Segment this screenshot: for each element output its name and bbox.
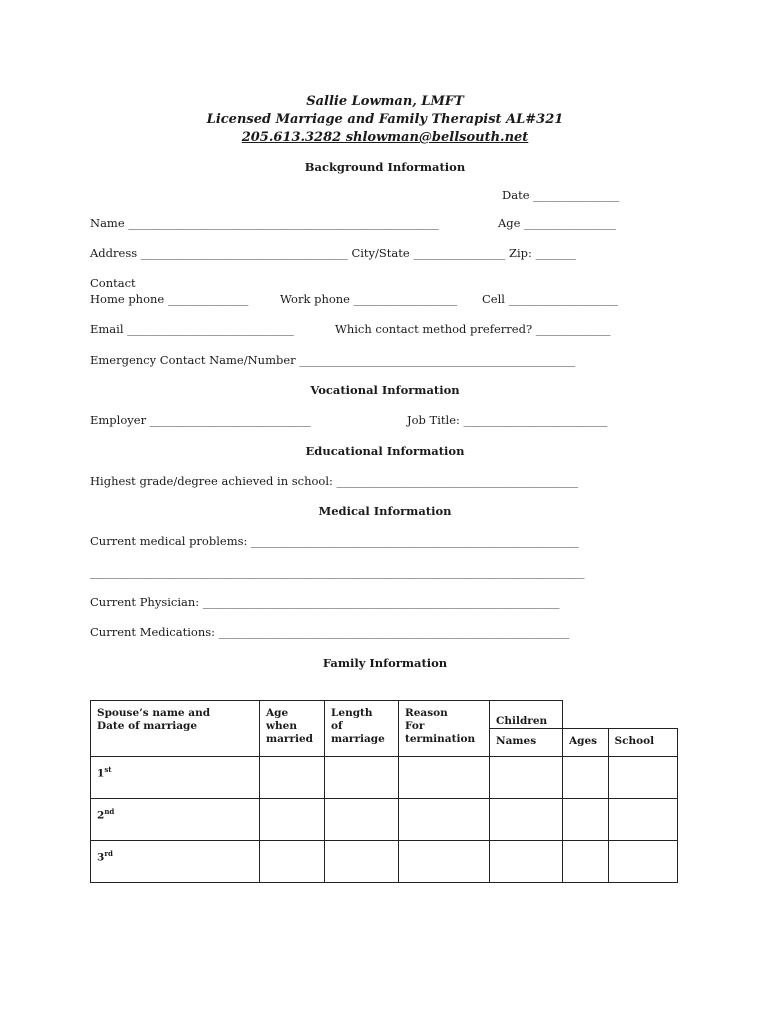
header-child-ages: Ages xyxy=(563,729,609,757)
therapist-title: Licensed Marriage and Family Therapist AL#321 xyxy=(206,112,564,127)
highest-grade-field[interactable]: Highest grade/degree achieved in school: __________________________________________ xyxy=(90,474,579,488)
age-field[interactable]: Age ________________ xyxy=(498,216,617,230)
cell-length[interactable] xyxy=(325,841,399,883)
cell-child-school[interactable] xyxy=(608,841,677,883)
date-field[interactable]: Date _______________ xyxy=(502,188,620,202)
header-length-marriage: Length of marriage xyxy=(325,701,399,757)
therapist-contact: 205.613.3282 shlowman@bellsouth.net xyxy=(241,130,529,145)
cell-length[interactable] xyxy=(325,799,399,841)
cell-age[interactable] xyxy=(260,841,325,883)
work-phone-field[interactable]: Work phone __________________ xyxy=(280,292,458,306)
cell-child-names[interactable] xyxy=(490,757,563,799)
medical-problems-field[interactable]: Current medical problems: _________________________________________________________ xyxy=(90,534,579,548)
physician-field[interactable]: Current Physician: ______________________________________________________________ xyxy=(90,595,560,609)
medical-problems-continuation[interactable]: ______________________________________________________________________________________ xyxy=(90,565,585,579)
section-background: Background Information xyxy=(304,160,466,174)
table-row xyxy=(91,757,678,799)
cell-reason[interactable] xyxy=(399,757,490,799)
header-spouse: Spouse’s name and Date of marriage xyxy=(91,701,260,757)
medications-field[interactable]: Current Medications: _____________________________________________________________ xyxy=(90,625,570,639)
section-educational: Educational Information xyxy=(305,444,465,458)
row-label-1st[interactable]: 1st xyxy=(91,757,260,799)
row-label-3rd[interactable]: 3rd xyxy=(91,841,260,883)
therapist-name: Sallie Lowman, LMFT xyxy=(306,94,464,109)
family-table xyxy=(90,700,678,883)
cell-reason[interactable] xyxy=(399,799,490,841)
job-title-field[interactable]: Job Title: _________________________ xyxy=(407,413,608,427)
name-field[interactable]: Name ______________________________________________________ xyxy=(90,216,439,230)
cell-child-names[interactable] xyxy=(490,841,563,883)
section-family: Family Information xyxy=(322,656,448,670)
cell-reason[interactable] xyxy=(399,841,490,883)
header-child-names: Names xyxy=(490,729,563,757)
home-phone-field[interactable]: Home phone ______________ xyxy=(90,292,249,306)
header-age-married: Age when married xyxy=(260,701,325,757)
cell-child-names[interactable] xyxy=(490,799,563,841)
contact-method-field[interactable]: Which contact method preferred? _____________ xyxy=(335,322,611,336)
header-children: Children xyxy=(490,701,563,729)
table-row xyxy=(91,799,678,841)
table-row xyxy=(91,841,678,883)
employer-field[interactable]: Employer ____________________________ xyxy=(90,413,311,427)
cell-child-ages[interactable] xyxy=(563,757,609,799)
cell-child-ages[interactable] xyxy=(563,799,609,841)
row-label-2nd[interactable]: 2nd xyxy=(91,799,260,841)
header-reason-termination: Reason For termination xyxy=(399,701,490,757)
address-field[interactable]: Address ____________________________________ City/State ________________ Zip: _______ xyxy=(90,246,576,260)
cell-child-school[interactable] xyxy=(608,799,677,841)
email-field[interactable]: Email _____________________________ xyxy=(90,322,294,336)
cell-child-ages[interactable] xyxy=(563,841,609,883)
emergency-contact-field[interactable]: Emergency Contact Name/Number ________________________________________________ xyxy=(90,353,576,367)
cell-length[interactable] xyxy=(325,757,399,799)
cell-child-school[interactable] xyxy=(608,757,677,799)
cell-field[interactable]: Cell ___________________ xyxy=(482,292,618,306)
section-medical: Medical Information xyxy=(318,504,452,518)
cell-age[interactable] xyxy=(260,757,325,799)
cell-age[interactable] xyxy=(260,799,325,841)
header-child-school: School xyxy=(608,729,677,757)
section-vocational: Vocational Information xyxy=(310,383,460,397)
contact-label: Contact xyxy=(90,276,136,290)
